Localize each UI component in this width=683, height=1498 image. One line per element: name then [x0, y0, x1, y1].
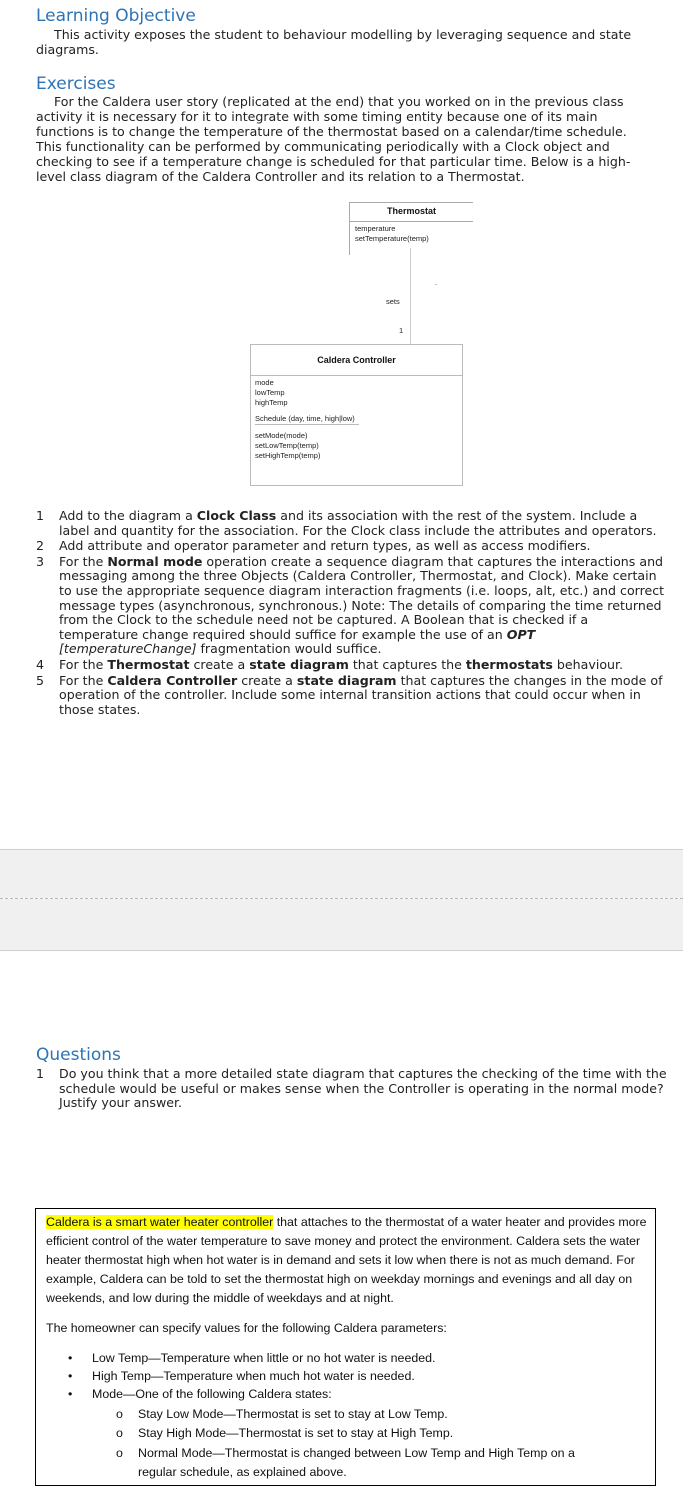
task-text: create a: [189, 656, 250, 672]
task-text: that captures the changes in the mode of operation of the controller. Include some internal transition actions that could occur when in those states.: [59, 672, 663, 717]
exercises-line-2: activity it is necessary for it to integrate with some timing entity because one of its main: [36, 109, 598, 124]
task-bold: state diagram: [249, 656, 349, 672]
association-mult-bottom: 1: [399, 326, 404, 335]
task-text: fragmentation would suffice.: [196, 641, 382, 657]
task-number: 3: [36, 553, 45, 569]
page-gap-bottom: [0, 899, 683, 950]
task-bold: Normal mode: [107, 553, 203, 569]
task-bold-italic: OPT: [506, 626, 536, 642]
task-text: create a: [237, 672, 297, 688]
sub-bullet-stay-high: Stay High Mode—Thermostat is set to stay at High Temp.: [138, 1426, 454, 1440]
controller-attr-mode: mode: [255, 378, 274, 387]
association-line: [410, 248, 411, 344]
thermostat-class-name: Thermostat: [386, 206, 436, 216]
task-item-3: [36, 555, 671, 657]
learning-objective-heading: Learning Objective: [36, 6, 196, 26]
task-item-4: [36, 658, 671, 673]
association-mult-top: .: [435, 278, 438, 287]
task-text: and its association with the rest of the system. Include a label and quantity for the association. For the Clock class include the attributes and operators.: [59, 508, 657, 538]
exercise-task-list: [36, 509, 671, 718]
exercises-line-5: checking to see if a temperature change is scheduled for that particular time. Below is a high-: [36, 154, 631, 169]
task-item-5: [36, 674, 671, 718]
sub-bullet-stay-low: Stay Low Mode—Thermostat is set to stay at Low Temp.: [138, 1407, 448, 1421]
task-text: Add attribute and operator parameter and return types, as well as access modifiers.: [59, 538, 591, 554]
bullet-mode: Mode—One of the following Caldera states:: [92, 1387, 332, 1401]
bullet-low-temp: Low Temp—Temperature when little or no hot water is needed.: [92, 1351, 436, 1365]
page-edge-bottom: [0, 950, 683, 951]
task-item-1: [36, 509, 671, 538]
exercises-line-1: For the Caldera user story (replicated at the end) that you worked on in the previous class: [54, 94, 624, 109]
page-gap-top: [0, 850, 683, 898]
sub-bullet-normal-cont: regular schedule, as explained above.: [138, 1465, 347, 1479]
controller-attr-hightemp: highTemp: [255, 398, 288, 407]
exercises-line-6: level class diagram of the Caldera Controller and its relation to a Thermostat.: [36, 169, 525, 184]
learning-objective-line-1: This activity exposes the student to behaviour modelling by leveraging sequence and state: [54, 27, 632, 42]
task-text: behaviour.: [552, 656, 624, 672]
story-paragraph-1-rest: that attaches to the thermostat of a water heater and provides more efficient control of the water temperature to save money and protect the environment. Caldera sets the water heater thermostat high when hot water is in demand and sets it low when there is not as much demand. For example, Caldera can be told to set the thermostat high on weekday mornings and evenings and all day on weekends, and low during the middle of weekdays and at night.: [46, 1215, 647, 1305]
sub-bullet-glyph: o: [116, 1446, 123, 1460]
task-bold: state diagram: [296, 672, 397, 688]
learning-objective-line-2: diagrams.: [36, 42, 99, 57]
bullet-glyph: •: [68, 1351, 73, 1365]
caldera-user-story-box: [35, 1208, 656, 1486]
sub-bullet-glyph: o: [116, 1407, 123, 1421]
task-bold: Clock Class: [196, 508, 277, 523]
controller-attr-lowtemp: lowTemp: [255, 388, 285, 397]
task-text: that captures the: [348, 656, 466, 672]
controller-op-setmode: setMode(mode): [255, 431, 308, 440]
bullet-glyph: •: [68, 1369, 73, 1383]
association-label: sets: [386, 297, 400, 306]
task-text: For the: [59, 553, 108, 569]
task-number: 2: [36, 538, 45, 554]
sub-bullet-normal: Normal Mode—Thermostat is changed between Low Temp and High Temp on a: [138, 1446, 575, 1460]
controller-op-sethightemp: setHighTemp(temp): [255, 451, 321, 460]
bullet-glyph: •: [68, 1387, 73, 1401]
task-number: 5: [36, 672, 45, 688]
task-text: For the: [59, 656, 108, 672]
task-bold: Caldera Controller: [107, 672, 238, 688]
controller-attr-schedule: Schedule (day, time, high|low): [255, 414, 359, 425]
thermostat-attr: temperature: [355, 224, 396, 233]
question-number: 1: [36, 1066, 45, 1081]
controller-class-name: Caldera Controller: [317, 355, 396, 365]
bullet-high-temp: High Temp—Temperature when much hot water is needed.: [92, 1369, 415, 1383]
question-text: Do you think that a more detailed state diagram that captures the checking of the time with the schedule would be useful or makes sense when the Controller is operating in the normal mode? Justify your answer.: [59, 1066, 667, 1111]
controller-op-setlowtemp: setLowTemp(temp): [255, 441, 319, 450]
task-italic: [temperatureChange]: [59, 641, 197, 657]
thermostat-op: setTemperature(temp): [355, 234, 429, 243]
task-bold: Thermostat: [107, 656, 190, 672]
sub-bullet-glyph: o: [116, 1426, 123, 1440]
task-number: 1: [36, 508, 45, 523]
exercises-line-4: This functionality can be performed by communicating periodically with a Clock object and: [36, 139, 610, 154]
task-text: Add to the diagram a: [59, 508, 197, 523]
story-paragraph-2: The homeowner can specify values for the following Caldera parameters:: [46, 1321, 447, 1335]
story-paragraph-1: [46, 1213, 650, 1308]
exercises-heading: Exercises: [36, 74, 116, 94]
thermostat-class: [349, 202, 473, 255]
task-number: 4: [36, 656, 45, 672]
task-text: operation create a sequence diagram that captures the interactions and messaging among the three Objects (Caldera Controller, Thermostat, and Clock). Make certain to use the appropriate sequence diagram interaction fragments (i.e. loops, alt, etc.) and correct message types (asynchronous, synchronous.) Note: The details of comparing the time returned from the Clock to the schedule need not be captured. A Boolean that is checked if a temperature change required should suffice for example the use of an: [59, 553, 665, 642]
task-item-2: [36, 539, 671, 554]
task-text: For the: [59, 672, 108, 688]
story-highlight: Caldera is a smart water heater controller: [46, 1215, 274, 1229]
task-bold: thermostats: [465, 656, 553, 672]
question-item-1: [36, 1067, 671, 1111]
questions-heading: Questions: [36, 1045, 121, 1065]
question-list: [36, 1067, 671, 1112]
caldera-controller-class: [250, 344, 463, 486]
exercises-line-3: functions is to change the temperature of the thermostat based on a calendar/time schedule.: [36, 124, 627, 139]
